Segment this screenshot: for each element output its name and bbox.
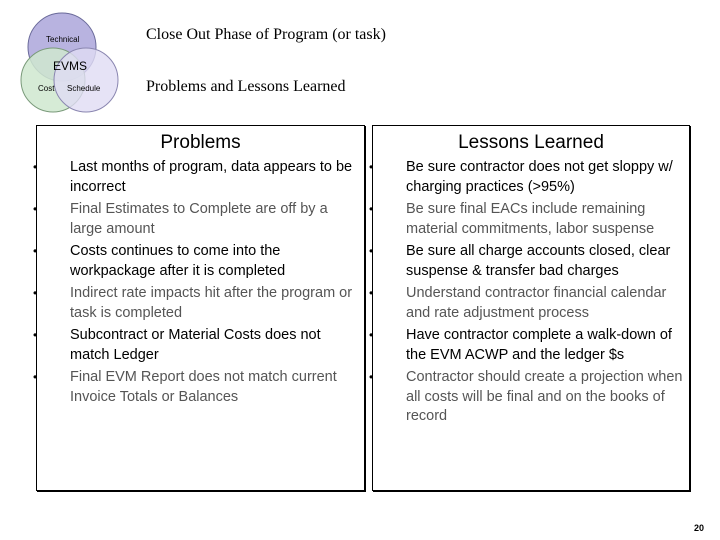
slide-title: Close Out Phase of Program (or task) xyxy=(146,26,386,43)
lessons-title: Lessons Learned xyxy=(458,132,604,153)
lesson-text: Be sure all charge accounts closed, clear suspense & transfer bad charges xyxy=(406,243,671,279)
lesson-text: Be sure contractor does not get sloppy w/ charging practices (>95%) xyxy=(406,159,673,195)
list-item xyxy=(33,200,364,239)
list-item xyxy=(369,284,689,323)
bullet-icon: • xyxy=(369,202,374,216)
list-item xyxy=(369,368,689,427)
logo-schedule-label: Schedule xyxy=(67,84,101,93)
logo-schedule-circle xyxy=(54,48,118,112)
bullet-icon: • xyxy=(369,370,374,384)
lessons-list xyxy=(369,158,689,427)
list-item xyxy=(369,158,689,197)
bullet-icon: • xyxy=(33,286,38,300)
bullet-icon: • xyxy=(369,328,374,342)
lessons-panel xyxy=(369,125,690,491)
bullet-icon: • xyxy=(33,370,38,384)
page-number: 20 xyxy=(694,523,705,533)
slide-subtitle: Problems and Lessons Learned xyxy=(146,78,346,95)
bullet-icon: • xyxy=(33,328,38,342)
lesson-text: Understand contractor financial calendar and rate adjustment process xyxy=(406,285,667,321)
logo-technical-label: Technical xyxy=(46,35,80,44)
problem-text: Indirect rate impacts hit after the program or task is completed xyxy=(70,285,353,321)
problem-text: Final Estimates to Complete are off by a large amount xyxy=(70,201,328,237)
list-item xyxy=(33,284,364,323)
list-item xyxy=(33,158,364,197)
bullet-icon: • xyxy=(33,202,38,216)
bullet-icon: • xyxy=(369,244,374,258)
list-item xyxy=(33,242,364,281)
problem-text: Costs continues to come into the workpackage after it is completed xyxy=(70,243,286,279)
problems-title: Problems xyxy=(160,132,241,153)
lesson-text: Contractor should create a projection when all costs will be final and on the books of record xyxy=(406,369,683,424)
bullet-icon: • xyxy=(369,286,374,300)
logo-evms-label: EVMS xyxy=(53,59,88,73)
list-item xyxy=(369,326,689,365)
lesson-text: Be sure final EACs include remaining material commitments, labor suspense xyxy=(406,201,655,237)
problem-text: Subcontract or Material Costs does not match Ledger xyxy=(70,327,321,363)
evms-logo xyxy=(0,0,140,120)
lesson-text: Have contractor complete a walk-down of the EVM ACWP and the ledger $s xyxy=(406,327,672,363)
bullet-icon: • xyxy=(33,160,38,174)
bullet-icon: • xyxy=(33,244,38,258)
problems-panel xyxy=(33,125,365,491)
list-item xyxy=(33,326,364,365)
bullet-icon: • xyxy=(369,160,374,174)
list-item xyxy=(369,242,689,281)
problems-list xyxy=(33,158,364,407)
list-item xyxy=(33,368,364,407)
logo-cost-label: Cost xyxy=(38,84,55,93)
problem-text: Last months of program, data appears to be incorrect xyxy=(70,159,353,195)
problem-text: Final EVM Report does not match current Invoice Totals or Balances xyxy=(70,369,337,405)
list-item xyxy=(369,200,689,239)
